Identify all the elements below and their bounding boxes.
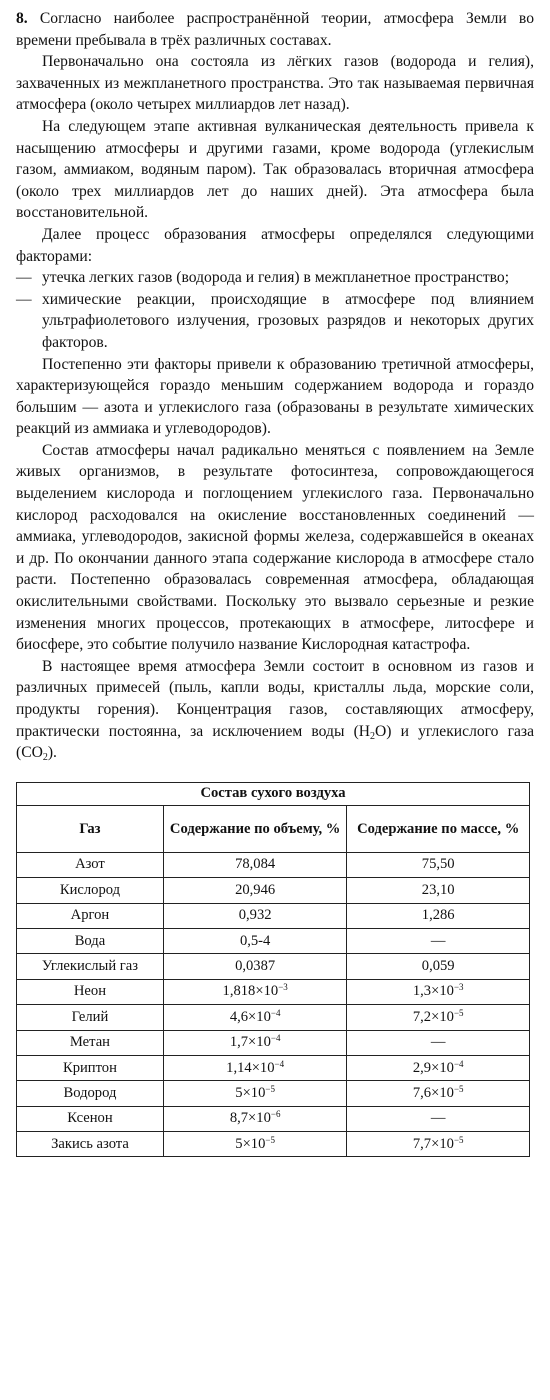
cell-mass-value: 7,7×10 <box>412 1135 454 1152</box>
cell-gas-value: Азот <box>75 856 105 873</box>
cell-volume-value: 1,7×10 <box>229 1034 271 1051</box>
cell-mass <box>347 928 530 953</box>
cell-volume-value: 20,946 <box>235 881 276 898</box>
paragraph-factors: Далее процесс образования атмосферы определялся следующими факторами: <box>16 225 534 265</box>
cell-mass <box>347 1106 530 1131</box>
header-gas: Газ <box>17 805 164 852</box>
air-composition-table <box>16 782 530 1158</box>
cell-mass <box>347 1030 530 1055</box>
cell-mass-value: 23,10 <box>421 881 455 898</box>
cell-mass-value: — <box>430 1110 446 1127</box>
cell-mass-value: 7,6×10 <box>412 1084 454 1101</box>
paragraph-tertiary-atmosphere: Постепенно эти факторы привели к образованию третичной атмосферы, характеризующейся гораздо меньшим содержанием водорода и гораздо большим — азота и углекислого газа (образованы в результате химических реакций из аммиака и углеводородов). <box>16 355 534 438</box>
table-row <box>17 1081 530 1106</box>
factors-list <box>16 267 534 353</box>
table-row <box>17 1106 530 1131</box>
cell-gas-value: Вода <box>74 932 106 949</box>
table-caption: Состав сухого воздуха <box>17 782 530 805</box>
exponent: −3 <box>278 982 288 993</box>
exponent: −4 <box>270 1033 281 1044</box>
cell-mass-value: 75,50 <box>421 856 455 873</box>
table-row <box>17 928 530 953</box>
cell-volume-value: 5×10 <box>235 1135 266 1152</box>
cell-mass <box>347 1055 530 1080</box>
cell-gas <box>17 928 164 953</box>
paragraph-current-text-a: В настоящее время атмосфера Земли состоит в основном из газов и различных примесей (пыль, капли воды, кристаллы льда, морские соли, продукты горения). Концентрация газов, составляющих атмосферу, практически постоянна, за исключением воды (H <box>16 657 534 740</box>
exponent: −5 <box>453 1083 464 1094</box>
cell-gas-value: Гелий <box>71 1008 109 1025</box>
cell-gas <box>17 979 164 1004</box>
cell-volume <box>163 979 347 1004</box>
cell-volume <box>163 852 347 877</box>
cell-volume-value: 5×10 <box>235 1084 266 1101</box>
cell-volume-value: 4,6×10 <box>229 1008 271 1025</box>
cell-mass-value: — <box>430 1034 446 1051</box>
cell-mass <box>347 954 530 979</box>
exponent: −5 <box>265 1134 275 1145</box>
cell-volume <box>163 1132 347 1157</box>
cell-volume <box>163 1030 347 1055</box>
exponent: −5 <box>265 1083 275 1094</box>
cell-mass-value: 7,2×10 <box>412 1008 454 1025</box>
cell-gas <box>17 1132 164 1157</box>
cell-volume <box>163 878 347 903</box>
cell-gas-value: Закись азота <box>51 1135 129 1152</box>
paragraph-secondary-atmosphere: На следующем этапе активная вулканическая деятельность привела к насыщению атмосферы и другими газами, кроме водорода (углекислым газом, аммиаком, водяным паром). Так образовалась вторичная атмосфера (около трех миллиардов лет до наших дней). Эта атмосфера была восстановительной. <box>16 117 534 222</box>
cell-mass <box>347 1081 530 1106</box>
cell-gas <box>17 1005 164 1030</box>
cell-gas-value: Углекислый газ <box>41 958 139 975</box>
cell-mass <box>347 979 530 1004</box>
table-row <box>17 1132 530 1157</box>
list-item: — химические реакции, происходящие в атмосфере под влиянием ультрафиолетового излучения, грозовых разрядов и некоторых других факторов. <box>16 289 534 354</box>
paragraph-intro <box>16 8 534 51</box>
cell-gas <box>17 954 164 979</box>
cell-mass-value: 1,3×10 <box>412 983 454 1000</box>
cell-gas <box>17 1081 164 1106</box>
cell-gas <box>17 1055 164 1080</box>
cell-volume <box>163 1005 347 1030</box>
table-row <box>17 1055 530 1080</box>
cell-volume <box>163 1081 347 1106</box>
cell-volume-value: 8,7×10 <box>229 1110 271 1127</box>
cell-gas-value: Ксенон <box>67 1110 113 1127</box>
paragraph-oxygen-catastrophe: Состав атмосферы начал радикально меняться с появлением на Земле живых организмов, в результате фотосинтеза, сопровождающегося выделением кислорода и поглощением углекислого газа. Первоначально кислород расходовался на окисление восстановленных соединений — аммиака, углеводородов, закисной формы железа, содержавшейся в океанах и др. По окончании данного этапа содержание кислорода в атмосфере стало расти. Постепенно образовалась современная атмосфера, обладающая окислительными свойствами. Поскольку это вызвало серьезные и резкие изменения многих процессов, протекающих в атмосфере, литосфере и биосфере, это событие получило название Кислородная катастрофа. <box>16 441 534 654</box>
header-volume: Содержание по объему, % <box>163 805 347 852</box>
cell-volume-value: 1,14×10 <box>226 1059 275 1076</box>
cell-gas <box>17 1030 164 1055</box>
cell-volume <box>163 903 347 928</box>
table-body <box>17 852 530 1157</box>
cell-volume-value: 0,0387 <box>235 958 276 975</box>
table-row <box>17 1005 530 1030</box>
cell-mass <box>347 1132 530 1157</box>
cell-mass-value: 1,286 <box>421 907 455 924</box>
cell-gas <box>17 852 164 877</box>
header-mass: Содержание по массе, % <box>347 805 530 852</box>
cell-volume-value: 0,932 <box>238 907 272 924</box>
subscript: 2 <box>370 730 376 742</box>
paragraph-primary-atmosphere: Первоначально она состояла из лёгких газов (водорода и гелия), захваченных из межпланетного пространства. Это так называемая первичная атмосфера (около четырех миллиардов лет назад). <box>16 53 534 114</box>
cell-volume <box>163 1106 347 1131</box>
cell-mass-value: 0,059 <box>421 958 455 975</box>
subscript: 2 <box>42 752 48 764</box>
cell-gas-value: Неон <box>73 983 106 1000</box>
paragraph-intro-text: Согласно наиболее распространённой теории, атмосфера Земли во времени пребывала в трёх различных составах. <box>16 10 534 49</box>
cell-gas-value: Метан <box>69 1034 110 1051</box>
cell-mass <box>347 1005 530 1030</box>
table-row <box>17 903 530 928</box>
table-row <box>17 954 530 979</box>
exponent: −4 <box>453 1058 464 1069</box>
paragraph-current-text-b: O) и углекислого газа (CO <box>16 722 534 762</box>
cell-gas <box>17 878 164 903</box>
article-text <box>16 8 534 764</box>
table-row <box>17 852 530 877</box>
cell-mass <box>347 903 530 928</box>
item-number: 8. <box>16 10 28 27</box>
cell-gas <box>17 1106 164 1131</box>
exponent: −4 <box>274 1058 285 1069</box>
cell-gas <box>17 903 164 928</box>
cell-mass-value: 2,9×10 <box>412 1059 454 1076</box>
cell-gas-value: Аргон <box>70 907 110 924</box>
cell-volume-value: 0,5-4 <box>239 932 271 949</box>
cell-gas-value: Кислород <box>59 881 121 898</box>
paragraph-current-text-c: ). <box>47 744 57 762</box>
cell-volume <box>163 954 347 979</box>
cell-volume <box>163 1055 347 1080</box>
cell-gas-value: Криптон <box>62 1059 117 1076</box>
exponent: −6 <box>270 1109 281 1120</box>
list-item: — утечка легких газов (водорода и гелия) в межпланетное пространство; <box>16 267 534 289</box>
cell-volume-value: 1,818×10 <box>222 983 279 1000</box>
exponent: −3 <box>453 982 464 993</box>
exponent: −5 <box>453 1134 464 1145</box>
table-row <box>17 878 530 903</box>
table-row <box>17 1030 530 1055</box>
exponent: −5 <box>453 1007 464 1018</box>
cell-mass <box>347 878 530 903</box>
cell-gas-value: Водород <box>63 1084 117 1101</box>
paragraph-current-composition <box>16 656 534 764</box>
cell-volume <box>163 928 347 953</box>
exponent: −4 <box>270 1007 281 1018</box>
table-row <box>17 979 530 1004</box>
cell-mass <box>347 852 530 877</box>
cell-mass-value: — <box>430 932 446 949</box>
cell-volume-value: 78,084 <box>235 856 276 873</box>
